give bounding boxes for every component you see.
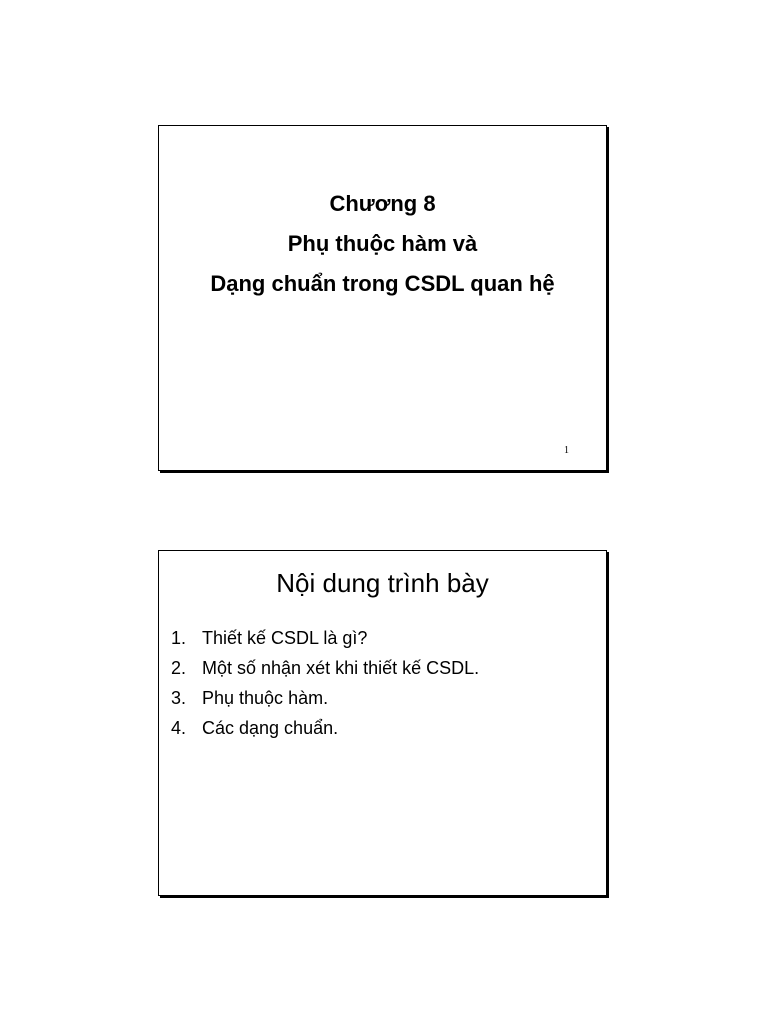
slide-title bbox=[159, 184, 606, 304]
chapter-number: Chương 8 bbox=[329, 191, 436, 216]
list-item bbox=[171, 653, 479, 683]
contents-list bbox=[171, 623, 479, 743]
item-text: Các dạng chuẩn. bbox=[202, 718, 339, 738]
item-number: 2. bbox=[171, 658, 187, 678]
page-number: 1 bbox=[564, 445, 569, 456]
item-number: 3. bbox=[171, 688, 187, 708]
list-item bbox=[171, 683, 479, 713]
item-number: 4. bbox=[171, 718, 187, 738]
list-item bbox=[171, 623, 479, 653]
slide-heading: Nội dung trình bày bbox=[276, 568, 489, 598]
item-text: Thiết kế CSDL là gì? bbox=[202, 628, 368, 648]
list-item bbox=[171, 713, 479, 743]
item-text: Một số nhận xét khi thiết kế CSDL. bbox=[202, 658, 480, 678]
chapter-title-line-1: Phụ thuộc hàm và bbox=[287, 231, 478, 256]
contents-slide bbox=[158, 550, 607, 896]
chapter-title-line-2: Dạng chuẩn trong CSDL quan hệ bbox=[210, 271, 555, 296]
item-text: Phụ thuộc hàm. bbox=[202, 688, 329, 708]
title-slide bbox=[158, 125, 607, 471]
item-number: 1. bbox=[171, 628, 187, 648]
